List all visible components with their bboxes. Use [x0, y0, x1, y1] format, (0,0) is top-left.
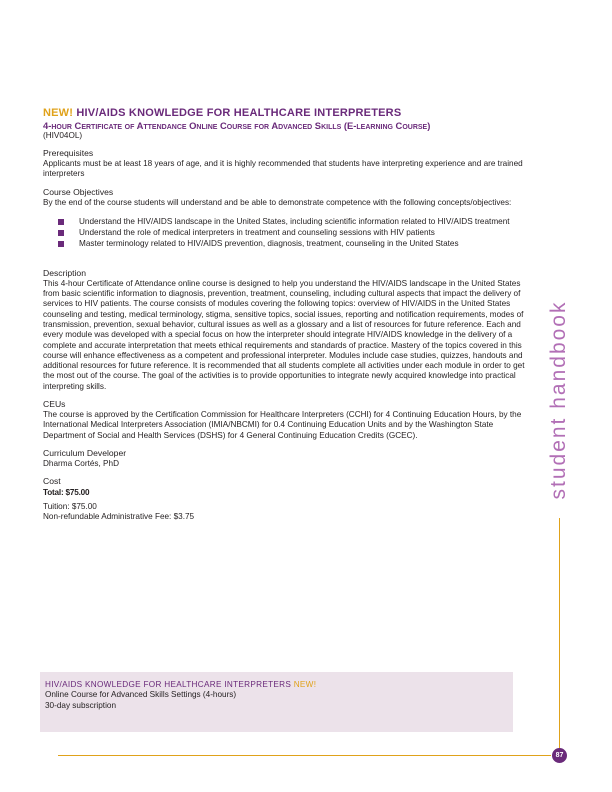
promo-box: [40, 672, 513, 732]
square-bullet-icon: [58, 241, 64, 247]
new-tag: NEW!: [43, 107, 74, 119]
prerequisites-heading: Prerequisites: [43, 148, 94, 158]
promo-new-tag: NEW!: [293, 680, 317, 689]
footer-rule: [58, 755, 551, 756]
promo-line-1: Online Course for Advanced Skills Settings (4-hours): [45, 690, 237, 700]
square-bullet-icon: [58, 219, 64, 225]
side-label-text: student handbook: [547, 300, 570, 500]
promo-title: HIV/AIDS KNOWLEDGE FOR HEALTHCARE INTERPRETERS NEW!: [45, 680, 317, 689]
page-number: 87: [552, 748, 567, 763]
vertical-rule: [559, 518, 560, 756]
course-code: (HIV04OL): [43, 131, 83, 140]
cost-heading: Cost: [43, 476, 61, 487]
cost-total: Total: $75.00: [43, 488, 90, 498]
ceus-text: The course is approved by the Certification Commission for Healthcare Interpreters (CCHI) for 4 Continuing Education Hours, by the International Medical Interpreters Association (IMIA/NBCMI) for 0.4 Continuing Education Units and by the Washington State Department of Social and Health Services (DSHS) for 4 General Continuing Education Credits (GCEC).: [43, 410, 522, 440]
objectives-heading: Course Objectives: [43, 186, 114, 197]
developer-name: Dharma Cortés, PhD: [43, 458, 119, 468]
description-heading: Description: [43, 267, 86, 278]
cost-tuition: Tuition: $75.00: [43, 501, 97, 511]
developer-heading: Curriculum Developer: [43, 447, 127, 458]
objectives-list: [58, 217, 533, 250]
square-bullet-icon: [58, 230, 64, 236]
description-text: This 4-hour Certificate of Attendance online course is designed to help you understand the HIV/AIDS landscape in the United States from basic scientific information to diagnosis, prevention, treatment, counseling, including cultural aspects that impact the delivery of services to HIV patients. The course consists of modules covering the following topics: overview of HIV/AIDS in the United States counseling and testing, medical terminology, stigma, sensitive topics, social issues, reporting and notification requirements, modes of transmission, prevention, sexual behavior, cultural issues as well as a glossary and a list of resources for future reference. Each and every module was developed with a special focus on how the interpreter should integrate HIV/AIDS knowledge in the delivery of a complete and accurate interpretation that meets ethical requirements and standards of practice. Mastery of the topics covered in this course will enhance effectiveness as a competent and professional interpreter. Modules include case studies, quizzes, handouts and additional resources for future reference. It is recommended that all students complete all activities under each module in order to get the most out of the course. The goal of the activities is to provide opportunities to integrate newly acquired knowledge into practical interpreting skills.: [43, 278, 525, 391]
prerequisites-text: Applicants must be at least 18 years of age, and it is highly recommended that students have interpreting experience and are trained interpreters: [43, 159, 523, 179]
course-title: [43, 107, 533, 120]
objective-item: Master terminology related to HIV/AIDS prevention, diagnosis, treatment, counseling in the United States: [58, 239, 533, 249]
cost-fee: Non-refundable Administrative Fee: $3.75: [43, 511, 195, 521]
course-listing: [43, 107, 533, 522]
course-title-text: HIV/AIDS KNOWLEDGE FOR HEALTHCARE INTERPRETERS: [76, 107, 402, 119]
objective-item: Understand the role of medical interpreters in treatment and counseling sessions with HIV patients: [58, 228, 533, 238]
objectives-intro: By the end of the course students will understand and be able to demonstrate competence with the following concepts/objectives:: [43, 197, 512, 207]
course-subtitle: 4-hour Certificate of Attendance Online Course for Advanced Skills (E-learning Course): [43, 120, 431, 131]
ceus-heading: CEUs: [43, 399, 66, 410]
promo-line-2: 30-day subscription: [45, 700, 116, 710]
objective-item: Understand the HIV/AIDS landscape in the United States, including scientific information related to HIV/AIDS treatment: [58, 217, 533, 227]
